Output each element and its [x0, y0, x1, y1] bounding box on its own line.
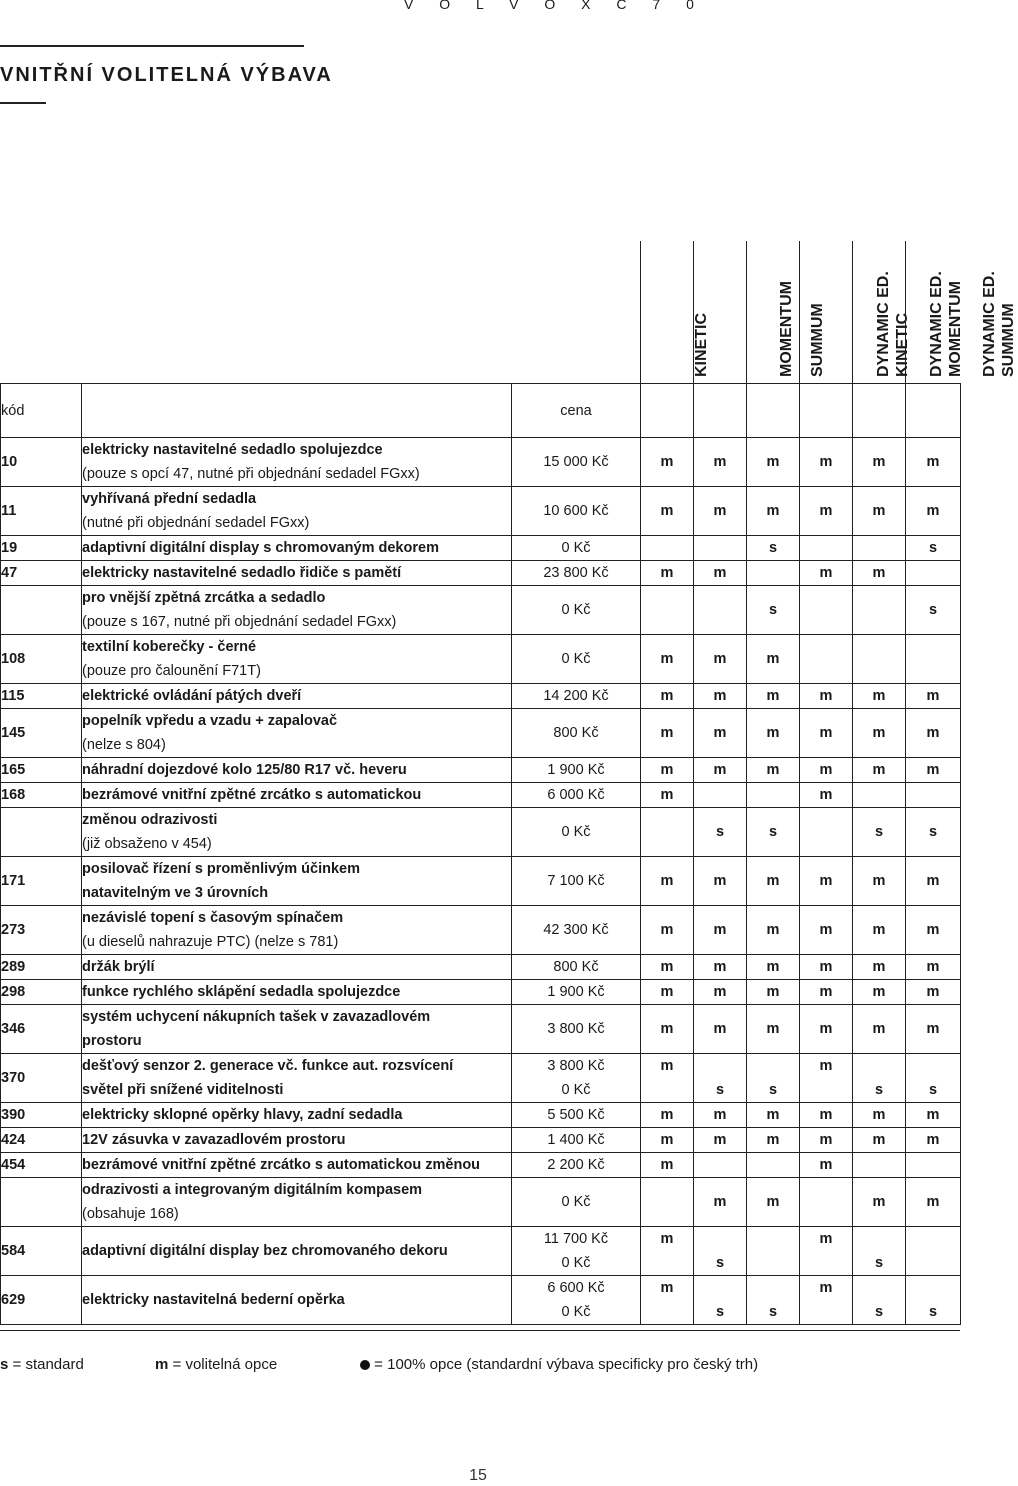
availability-5: m — [906, 980, 961, 1005]
table-row — [1, 1153, 961, 1178]
availability-3: m — [800, 980, 853, 1005]
option-code: 424 — [1, 1128, 82, 1153]
availability-1: s — [694, 1227, 747, 1276]
option-description: držák brýlí — [82, 955, 512, 980]
availability-2: m — [747, 438, 800, 487]
availability-3: m — [800, 438, 853, 487]
availability-3: m — [800, 1153, 853, 1178]
availability-5: m — [906, 857, 961, 906]
availability-5: m — [906, 487, 961, 536]
availability-1: m — [694, 906, 747, 955]
availability-3 — [800, 536, 853, 561]
variant-header-4: DYNAMIC ED. MOMENTUM — [852, 241, 906, 383]
availability-5: m — [906, 1005, 961, 1054]
option-description: elektricky sklopné opěrky hlavy, zadní sedadla — [82, 1103, 512, 1128]
option-code: 584 — [1, 1227, 82, 1276]
option-price: 0 Kč — [512, 536, 641, 561]
bottom-divider — [0, 1330, 960, 1331]
options-table — [0, 383, 961, 1325]
option-price: 23 800 Kč — [512, 561, 641, 586]
option-price: 1 900 Kč — [512, 980, 641, 1005]
legend-optional: m = volitelná opce — [155, 1356, 278, 1373]
availability-4: m — [853, 1005, 906, 1054]
availability-3 — [800, 635, 853, 684]
availability-2: m — [747, 1128, 800, 1153]
availability-1 — [694, 536, 747, 561]
header-code: kód — [1, 384, 82, 438]
table-row — [1, 1103, 961, 1128]
availability-3 — [800, 1178, 853, 1227]
availability-5: m — [906, 709, 961, 758]
availability-4: m — [853, 1178, 906, 1227]
option-price: 2 200 Kč — [512, 1153, 641, 1178]
table-header-row — [1, 384, 961, 438]
availability-2: m — [747, 857, 800, 906]
availability-0 — [641, 1178, 694, 1227]
availability-2: m — [747, 487, 800, 536]
availability-0: m — [641, 438, 694, 487]
availability-3: m — [800, 1276, 853, 1325]
availability-0: m — [641, 857, 694, 906]
availability-2 — [747, 1227, 800, 1276]
availability-3: m — [800, 1103, 853, 1128]
availability-3: m — [800, 487, 853, 536]
availability-0: m — [641, 561, 694, 586]
availability-3: m — [800, 955, 853, 980]
option-price: 3 800 Kč 0 Kč — [512, 1054, 641, 1103]
option-price: 800 Kč — [512, 955, 641, 980]
availability-2: s — [747, 1054, 800, 1103]
option-code: 115 — [1, 684, 82, 709]
table-row — [1, 487, 961, 536]
availability-4: m — [853, 857, 906, 906]
variant-header-0: KINETIC — [640, 241, 694, 383]
availability-5 — [906, 635, 961, 684]
availability-1: s — [694, 808, 747, 857]
option-code: 370 — [1, 1054, 82, 1103]
variant-header-2: SUMMUM — [746, 241, 800, 383]
availability-0: m — [641, 906, 694, 955]
availability-3: m — [800, 1005, 853, 1054]
option-description: systém uchycení nákupních tašek v zavazadlovém prostoru — [82, 1005, 512, 1054]
legend-full-option: = 100% opce (standardní výbava specificky pro český trh) — [360, 1356, 758, 1373]
availability-3: m — [800, 684, 853, 709]
availability-2: m — [747, 955, 800, 980]
option-code — [1, 1178, 82, 1227]
option-code: 298 — [1, 980, 82, 1005]
option-price: 7 100 Kč — [512, 857, 641, 906]
availability-1: m — [694, 980, 747, 1005]
availability-3: m — [800, 1128, 853, 1153]
availability-4 — [853, 586, 906, 635]
availability-3: m — [800, 758, 853, 783]
option-code: 273 — [1, 906, 82, 955]
option-price: 0 Kč — [512, 635, 641, 684]
table-row — [1, 536, 961, 561]
table-row — [1, 1054, 961, 1103]
availability-4 — [853, 536, 906, 561]
availability-4: m — [853, 758, 906, 783]
table-row — [1, 808, 961, 857]
availability-2: m — [747, 980, 800, 1005]
availability-4: s — [853, 1227, 906, 1276]
variant-header-1: MOMENTUM — [693, 241, 747, 383]
availability-0: m — [641, 758, 694, 783]
option-price: 1 900 Kč — [512, 758, 641, 783]
availability-2: m — [747, 709, 800, 758]
availability-1: m — [694, 487, 747, 536]
availability-1: m — [694, 1128, 747, 1153]
availability-2: m — [747, 758, 800, 783]
availability-4: m — [853, 438, 906, 487]
table-row — [1, 857, 961, 906]
availability-1 — [694, 1153, 747, 1178]
availability-5: m — [906, 906, 961, 955]
option-price: 14 200 Kč — [512, 684, 641, 709]
availability-5: m — [906, 684, 961, 709]
availability-2 — [747, 783, 800, 808]
option-code — [1, 808, 82, 857]
option-code: 47 — [1, 561, 82, 586]
availability-5 — [906, 783, 961, 808]
option-description: adaptivní digitální display bez chromovaného dekoru — [82, 1227, 512, 1276]
availability-0: m — [641, 709, 694, 758]
option-price: 11 700 Kč 0 Kč — [512, 1227, 641, 1276]
table-row — [1, 586, 961, 635]
availability-2: m — [747, 635, 800, 684]
availability-2: s — [747, 1276, 800, 1325]
option-price: 1 400 Kč — [512, 1128, 641, 1153]
availability-2: s — [747, 586, 800, 635]
option-code: 289 — [1, 955, 82, 980]
table-row — [1, 758, 961, 783]
availability-0: m — [641, 487, 694, 536]
availability-2: s — [747, 536, 800, 561]
availability-4: s — [853, 808, 906, 857]
availability-5: s — [906, 1054, 961, 1103]
table-row — [1, 709, 961, 758]
availability-3: m — [800, 561, 853, 586]
availability-0 — [641, 536, 694, 561]
availability-1: m — [694, 438, 747, 487]
option-price: 800 Kč — [512, 709, 641, 758]
option-description: změnou odrazivosti (již obsaženo v 454) — [82, 808, 512, 857]
availability-1: m — [694, 709, 747, 758]
option-code: 11 — [1, 487, 82, 536]
option-price: 0 Kč — [512, 1178, 641, 1227]
dot-icon — [360, 1360, 370, 1370]
availability-0: m — [641, 1227, 694, 1276]
table-row — [1, 635, 961, 684]
availability-0: m — [641, 783, 694, 808]
availability-5 — [906, 1227, 961, 1276]
option-price: 5 500 Kč — [512, 1103, 641, 1128]
header-price: cena — [512, 384, 641, 438]
option-price: 42 300 Kč — [512, 906, 641, 955]
availability-4: s — [853, 1276, 906, 1325]
availability-4: m — [853, 955, 906, 980]
availability-3: m — [800, 709, 853, 758]
availability-1: m — [694, 684, 747, 709]
option-description: elektrické ovládání pátých dveří — [82, 684, 512, 709]
option-description: textilní koberečky - černé (pouze pro čalounění F71T) — [82, 635, 512, 684]
variant-header-3: DYNAMIC ED. KINETIC — [799, 241, 853, 383]
availability-0: m — [641, 1005, 694, 1054]
option-description: náhradní dojezdové kolo 125/80 R17 vč. heveru — [82, 758, 512, 783]
availability-4: m — [853, 709, 906, 758]
availability-2: m — [747, 1005, 800, 1054]
availability-2: m — [747, 1103, 800, 1128]
page-number: 15 — [469, 1467, 487, 1484]
option-price: 0 Kč — [512, 586, 641, 635]
availability-4 — [853, 1153, 906, 1178]
availability-3: m — [800, 857, 853, 906]
availability-5: m — [906, 1103, 961, 1128]
option-description: elektricky nastavitelné sedadlo spolujezdce (pouze s opcí 47, nutné při objednání sedadel FGxx) — [82, 438, 512, 487]
table-row — [1, 1128, 961, 1153]
availability-2 — [747, 1153, 800, 1178]
title-underline — [0, 102, 46, 104]
table-row — [1, 1227, 961, 1276]
availability-0 — [641, 586, 694, 635]
option-price: 0 Kč — [512, 808, 641, 857]
availability-5: s — [906, 586, 961, 635]
availability-1: m — [694, 955, 747, 980]
availability-1 — [694, 586, 747, 635]
availability-2 — [747, 561, 800, 586]
option-description: dešťový senzor 2. generace vč. funkce aut. rozsvícení světel při snížené viditelnosti — [82, 1054, 512, 1103]
availability-4: m — [853, 561, 906, 586]
availability-5 — [906, 1153, 961, 1178]
option-description: pro vnější zpětná zrcátka a sedadlo (pouze s 167, nutné při objednání sedadel FGxx) — [82, 586, 512, 635]
availability-3 — [800, 586, 853, 635]
option-description: adaptivní digitální display s chromovaným dekorem — [82, 536, 512, 561]
variant-header — [640, 241, 1017, 383]
availability-3: m — [800, 783, 853, 808]
availability-1: m — [694, 561, 747, 586]
availability-0 — [641, 808, 694, 857]
option-price: 10 600 Kč — [512, 487, 641, 536]
option-price: 3 800 Kč — [512, 1005, 641, 1054]
availability-1: m — [694, 1178, 747, 1227]
availability-4 — [853, 635, 906, 684]
availability-5: s — [906, 808, 961, 857]
option-code — [1, 586, 82, 635]
legend-standard: s = standard — [0, 1356, 84, 1373]
availability-4: m — [853, 487, 906, 536]
availability-3: m — [800, 1227, 853, 1276]
option-code: 171 — [1, 857, 82, 906]
availability-4: m — [853, 1103, 906, 1128]
availability-0: m — [641, 1054, 694, 1103]
availability-0: m — [641, 1103, 694, 1128]
availability-0: m — [641, 1276, 694, 1325]
availability-0: m — [641, 1128, 694, 1153]
option-description: bezrámové vnitřní zpětné zrcátko s automatickou — [82, 783, 512, 808]
table-row — [1, 1276, 961, 1325]
option-code: 145 — [1, 709, 82, 758]
availability-5: s — [906, 1276, 961, 1325]
table-row — [1, 561, 961, 586]
availability-5: m — [906, 438, 961, 487]
availability-1: m — [694, 758, 747, 783]
option-code: 165 — [1, 758, 82, 783]
option-description: funkce rychlého sklápění sedadla spolujezdce — [82, 980, 512, 1005]
option-description: popelník vpředu a vzadu + zapalovač (nelze s 804) — [82, 709, 512, 758]
availability-5: s — [906, 536, 961, 561]
option-description: bezrámové vnitřní zpětné zrcátko s automatickou změnou — [82, 1153, 512, 1178]
availability-2: s — [747, 808, 800, 857]
availability-0: m — [641, 980, 694, 1005]
availability-5: m — [906, 758, 961, 783]
table-row — [1, 1178, 961, 1227]
availability-1: m — [694, 635, 747, 684]
availability-4 — [853, 783, 906, 808]
availability-1: s — [694, 1054, 747, 1103]
brand-header: V O L V O X C 7 0 — [404, 0, 705, 12]
availability-1: m — [694, 1005, 747, 1054]
option-price: 15 000 Kč — [512, 438, 641, 487]
availability-5 — [906, 561, 961, 586]
option-price: 6 000 Kč — [512, 783, 641, 808]
option-code: 390 — [1, 1103, 82, 1128]
availability-2: m — [747, 1178, 800, 1227]
page-title: VNITŘNÍ VOLITELNÁ VÝBAVA — [0, 64, 333, 86]
availability-2: m — [747, 906, 800, 955]
table-row — [1, 1005, 961, 1054]
option-description: vyhřívaná přední sedadla (nutné při objednání sedadel FGxx) — [82, 487, 512, 536]
option-code: 19 — [1, 536, 82, 561]
option-code: 168 — [1, 783, 82, 808]
availability-1 — [694, 783, 747, 808]
availability-3: m — [800, 1054, 853, 1103]
option-description: 12V zásuvka v zavazadlovém prostoru — [82, 1128, 512, 1153]
availability-0: m — [641, 635, 694, 684]
header-desc-spacer — [82, 384, 512, 438]
option-code: 10 — [1, 438, 82, 487]
table-row — [1, 783, 961, 808]
option-code: 454 — [1, 1153, 82, 1178]
availability-1: m — [694, 857, 747, 906]
option-description: nezávislé topení s časovým spínačem (u dieselů nahrazuje PTC) (nelze s 781) — [82, 906, 512, 955]
availability-4: m — [853, 906, 906, 955]
availability-2: m — [747, 684, 800, 709]
availability-5: m — [906, 955, 961, 980]
table-row — [1, 906, 961, 955]
option-description: odrazivosti a integrovaným digitálním kompasem (obsahuje 168) — [82, 1178, 512, 1227]
option-description: elektricky nastavitelná bederní opěrka — [82, 1276, 512, 1325]
table-row — [1, 980, 961, 1005]
availability-1: s — [694, 1276, 747, 1325]
availability-4: m — [853, 980, 906, 1005]
availability-1: m — [694, 1103, 747, 1128]
option-price: 6 600 Kč 0 Kč — [512, 1276, 641, 1325]
availability-3 — [800, 808, 853, 857]
availability-5: m — [906, 1128, 961, 1153]
availability-5: m — [906, 1178, 961, 1227]
option-description: elektricky nastavitelné sedadlo řidiče s pamětí — [82, 561, 512, 586]
option-description: posilovač řízení s proměnlivým účinkem natavitelným ve 3 úrovních — [82, 857, 512, 906]
option-code: 108 — [1, 635, 82, 684]
availability-4: m — [853, 1128, 906, 1153]
availability-3: m — [800, 906, 853, 955]
option-code: 629 — [1, 1276, 82, 1325]
variant-header-5: DYNAMIC ED. SUMMUM — [905, 241, 961, 383]
table-row — [1, 684, 961, 709]
availability-0: m — [641, 955, 694, 980]
availability-0: m — [641, 1153, 694, 1178]
option-code: 346 — [1, 1005, 82, 1054]
availability-0: m — [641, 684, 694, 709]
table-row — [1, 438, 961, 487]
availability-4: m — [853, 684, 906, 709]
top-divider — [0, 45, 304, 47]
availability-4: s — [853, 1054, 906, 1103]
table-row — [1, 955, 961, 980]
